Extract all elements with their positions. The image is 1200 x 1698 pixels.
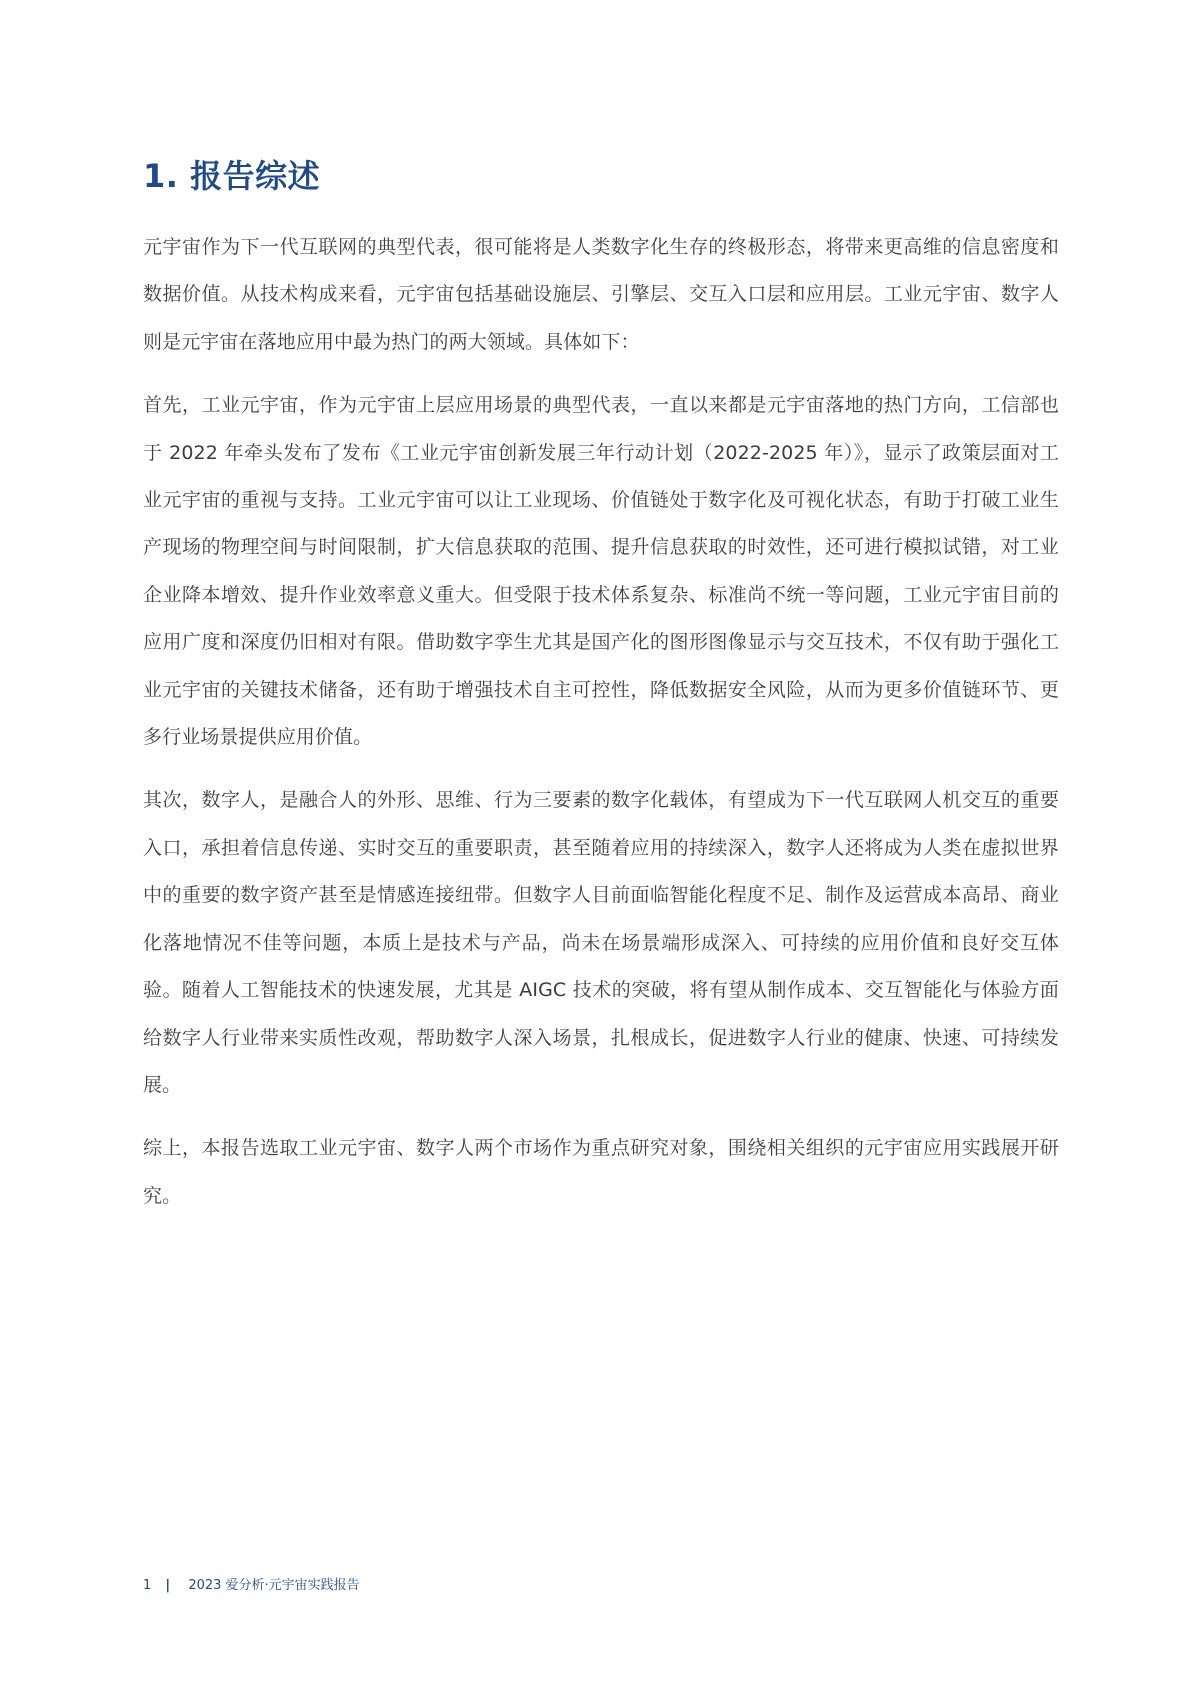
section-heading: 1. 报告综述	[143, 157, 321, 195]
page-footer	[143, 1577, 360, 1595]
paragraph-summary: 综上，本报告选取工业元宇宙、数字人两个市场作为重点研究对象，围绕相关组织的元宇宙应用实践展开研究。	[143, 1137, 1059, 1207]
footer-separator: |	[165, 1578, 171, 1593]
paragraph-digital-human: 其次，数字人，是融合人的外形、思维、行为三要素的数字化载体，有望成为下一代互联网人机交互的重要入口，承担着信息传递、实时交互的重要职责，甚至随着应用的持续深入，数字人还将成为人类在虚拟世界中的重要的数字资产甚至是情感连接纽带。但数字人目前面临智能化程度不足、制作及运营成本高昂、商业化落地情况不佳等问题，本质上是技术与产品，尚未在场景端形成深入、可持续的应用价值和良好交互体验。随着人工智能技术的快速发展，尤其是 AIGC 技术的突破，将有望从制作成本、交互智能化与体验方面给数字人行业带来实质性改观，帮助数字人深入场景，扎根成长，促进数字人行业的健康、快速、可持续发展。	[143, 789, 1059, 1096]
paragraph-intro: 元宇宙作为下一代互联网的典型代表，很可能将是人类数字化生存的终极形态，将带来更高维的信息密度和数据价值。从技术构成来看，元宇宙包括基础设施层、引擎层、交互入口层和应用层。工业元宇宙、数字人则是元宇宙在落地应用中最为热门的两大领域。具体如下：	[143, 236, 1059, 353]
page-number: 1	[143, 1578, 152, 1593]
body-text	[143, 224, 1059, 1236]
paragraph-industrial-metaverse: 首先，工业元宇宙，作为元宇宙上层应用场景的典型代表，一直以来都是元宇宙落地的热门方向，工信部也于 2022 年牵头发布了发布《工业元宇宙创新发展三年行动计划（2022-2025 年）》，显示了政策层面对工业元宇宙的重视与支持。工业元宇宙可以让工业现场、价值链处于数字化及可视化状态，有助于打破工业生产现场的物理空间与时间限制，扩大信息获取的范围、提升信息获取的时效性，还可进行模拟试错，对工业企业降本增效、提升作业效率意义重大。但受限于技术体系复杂、标准尚不统一等问题，工业元宇宙目前的应用广度和深度仍旧相对有限。借助数字孪生尤其是国产化的图形图像显示与交互技术，不仅有助于强化工业元宇宙的关键技术储备，还有助于增强技术自主可控性，降低数据安全风险，从而为更多价值链环节、更多行业场景提供应用价值。	[143, 394, 1059, 749]
footer-report-title: 2023 爱分析·元宇宙实践报告	[188, 1578, 360, 1593]
